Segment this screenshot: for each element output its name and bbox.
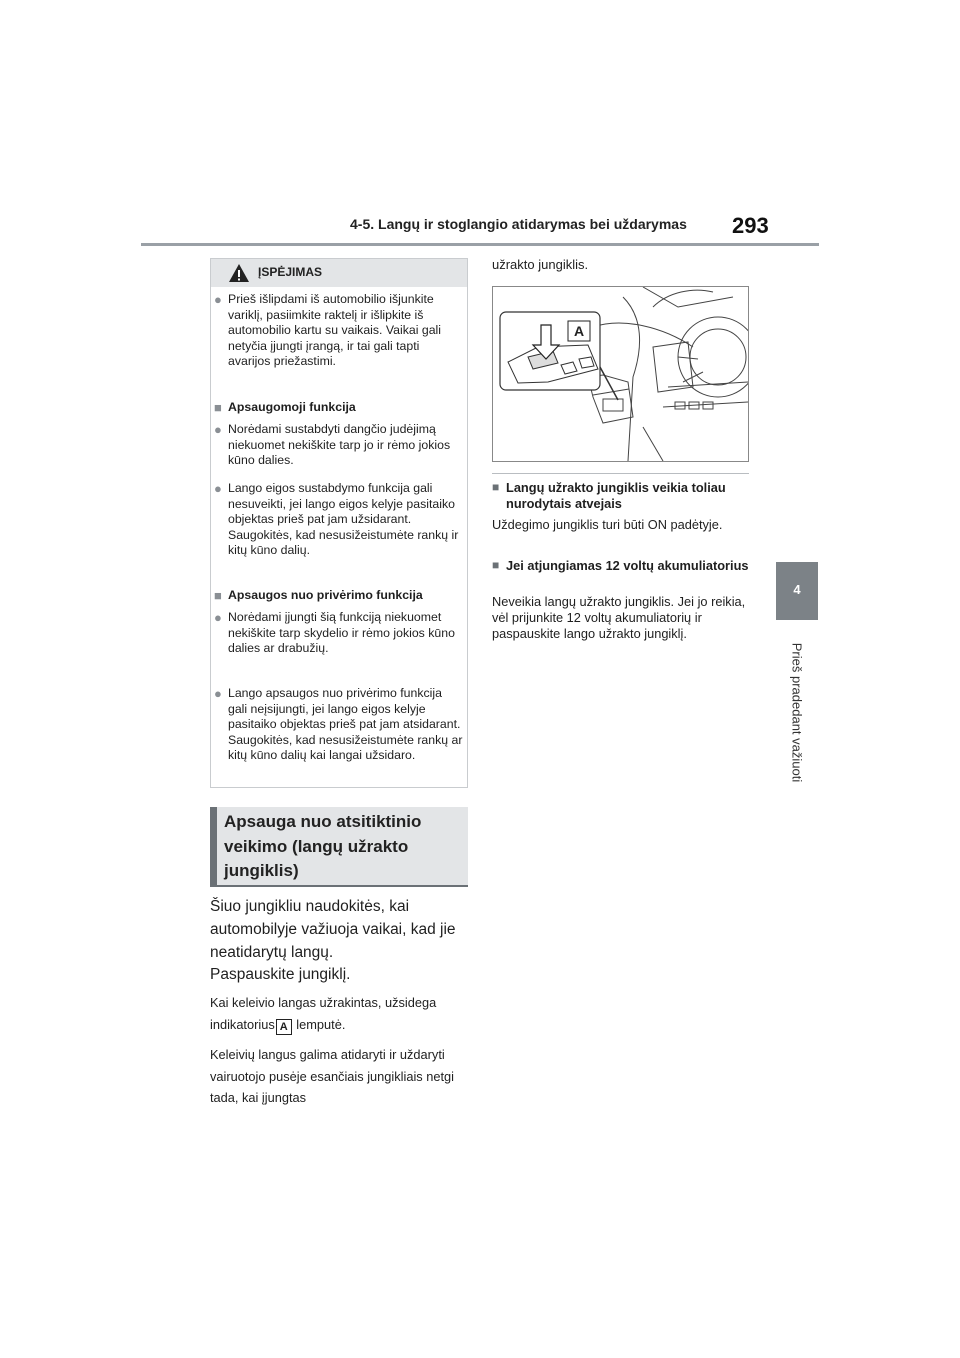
note-text-before: Kai keleivio langas užrakintas, užsidega indikatorius [210, 995, 437, 1032]
warning-subheading-text: Apsaugos nuo privėrimo funkcija [228, 588, 423, 602]
warning-item [214, 686, 464, 764]
bullet-marker: ● [214, 422, 222, 437]
chapter-number: 4 [793, 582, 801, 597]
note-text-after: lemputė. [292, 1016, 346, 1032]
section-step: Paspauskite jungiklį. [210, 966, 351, 983]
square-marker: ■ [492, 480, 500, 494]
figure-callout-a: A [573, 323, 585, 339]
running-header-title: 4-5. Langų ir stoglangio atidarymas bei uždarymas [350, 216, 687, 232]
subsection-heading [492, 480, 750, 512]
section-title: Apsauga nuo atsitiktinio veikimo (langų užrakto jungiklis) [224, 812, 422, 880]
warning-title: ĮSPĖJIMAS [258, 265, 323, 279]
window-lock-switch-illustration [492, 286, 749, 462]
page-number: 293 [732, 213, 769, 238]
section-note-driver-switches: Keleivių langus galima atidaryti ir uždaryti vairuotojo pusėje esančiais jungikliais netgi tada, kai įjungtas [210, 1047, 454, 1105]
warning-item [214, 292, 464, 370]
subsection-heading [492, 558, 750, 574]
warning-subheading [214, 400, 464, 416]
subsection-heading-text: Jei atjungiamas 12 voltų akumuliatorius [506, 558, 749, 573]
subsection-body: Uždegimo jungiklis turi būti ON padėtyje. [492, 517, 723, 532]
square-marker: ■ [214, 400, 222, 415]
section-heading-rule [210, 885, 468, 887]
warning-item-text: Norėdami sustabdyti dangčio judėjimą niekuomet nekiškite tarp jo ir rėmo jokios kūno dalies. [228, 422, 451, 468]
square-marker: ■ [492, 558, 500, 572]
warning-item [214, 422, 464, 469]
figure-rule [492, 473, 749, 474]
section-intro: Šiuo jungikliu naudokitės, kai automobilyje važiuoja vaikai, kad jie neatidarytų langų. [210, 898, 456, 961]
continuation-text: užrakto jungiklis. [492, 257, 589, 272]
warning-subheading [214, 588, 464, 604]
warning-item-text: Lango eigos sustabdymo funkcija gali nesuveikti, jei lango eigos kelyje pasitaiko objektas prieš pat jam užsidarant. Saugokitės, kad nesusižeistumėte rankų ir kitų kūno dalių. [228, 481, 459, 558]
chapter-label: Prieš pradedant važiuoti [789, 642, 805, 783]
bullet-marker: ● [214, 481, 222, 496]
warning-item [214, 610, 464, 657]
warning-subheading-text: Apsaugomoji funkcija [228, 400, 356, 414]
bullet-marker: ● [214, 686, 222, 701]
bullet-marker: ● [214, 292, 222, 307]
warning-item-text: Lango apsaugos nuo privėrimo funkcija gali neįsijungti, jei lango eigos kelyje pasitaiko objektas prieš pat jam atsidarant. Saugokitės, kad nesusižeistumėte rankų ar kitų kūno dalių kai langai užsidaro. [228, 686, 463, 763]
warning-item-text: Norėdami įjungti šią funkciją niekuomet nekiškite tarp skydelio ir rėmo jokios kūno dalies ar drabužių. [228, 610, 455, 656]
warning-item [214, 481, 464, 559]
callout-a-tag: A [276, 1019, 292, 1035]
section-note-indicator [210, 992, 472, 1035]
subsection-heading-text: Langų užrakto jungiklis veikia toliau nurodytais atvejais [506, 480, 726, 511]
square-marker: ■ [214, 588, 222, 603]
warning-item-text: Prieš išlipdami iš automobilio išjunkite variklį, pasiimkite raktelį ir išlipkite iš automobilio kartu su vaikais. Vaikai gali netyčia įjungti įrangą, ir tai gali tapti avarijos priežastimi. [228, 292, 442, 369]
warning-triangle-icon [228, 263, 250, 283]
subsection-body: Neveikia langų užrakto jungiklis. Jei jo reikia, vėl prijunkite 12 voltų akumuliatorių ir paspauskite lango užrakto jungiklį. [492, 594, 746, 641]
bullet-marker: ● [214, 610, 222, 625]
header-rule [141, 243, 819, 246]
